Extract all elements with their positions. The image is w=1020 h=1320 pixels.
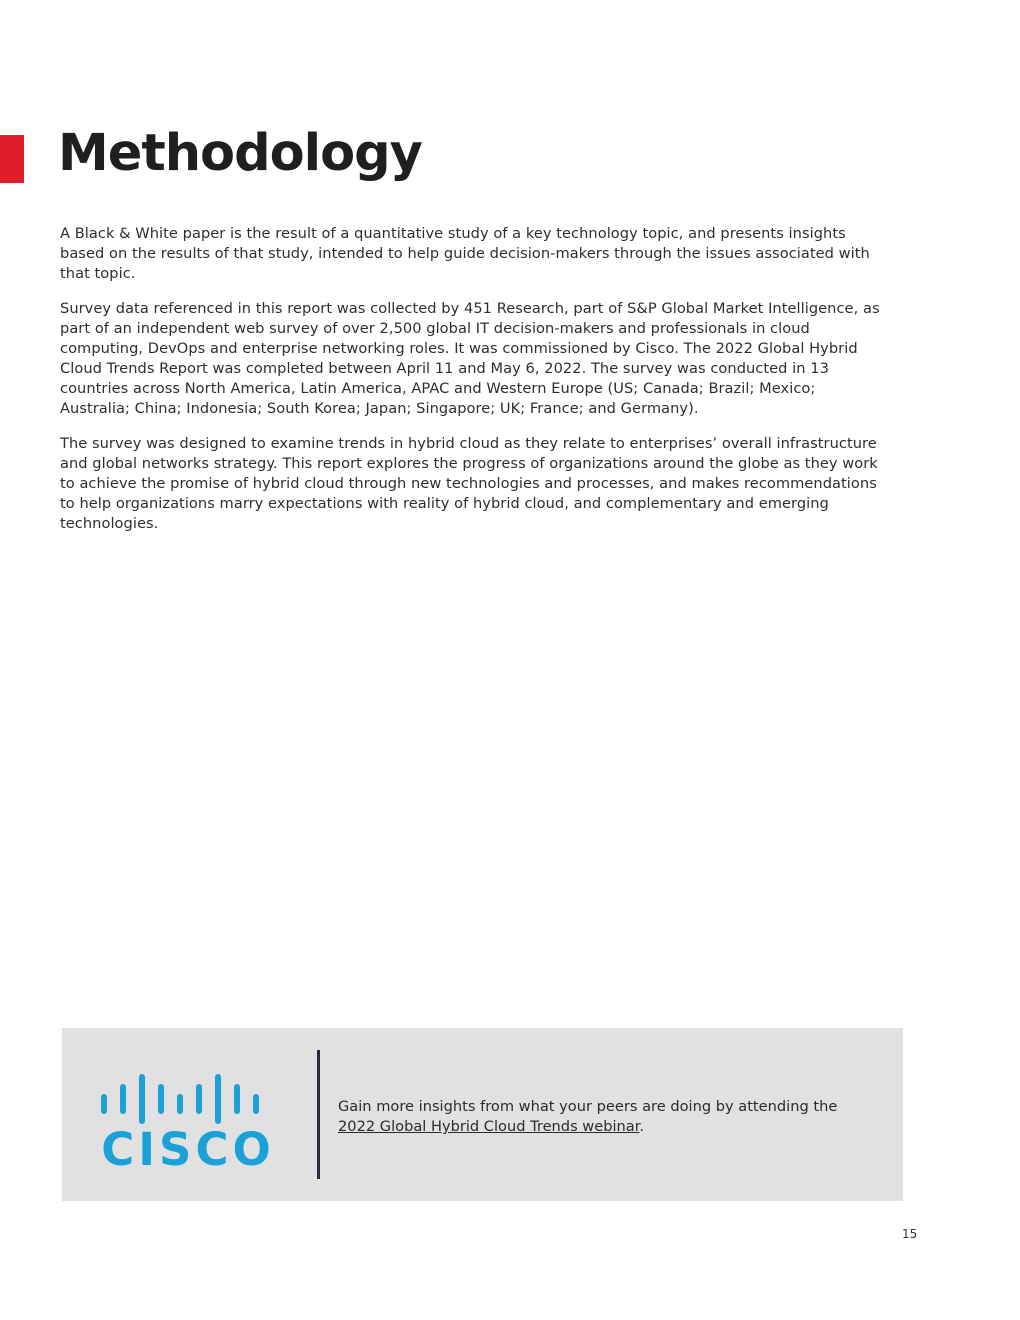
page-number: 15 bbox=[902, 1227, 918, 1241]
paragraph-intro: A Black & White paper is the result of a quantitative study of a key technology topic, and presents insights based on the results of that study, intended to help guide decision-makers through the issues associated with that topic. bbox=[60, 225, 870, 282]
title-accent-bar bbox=[0, 135, 24, 183]
body-text bbox=[60, 224, 880, 549]
cisco-logo-icon bbox=[98, 1072, 284, 1168]
webinar-callout-panel bbox=[62, 1028, 903, 1201]
cisco-logo bbox=[98, 1072, 284, 1168]
callout-text-before: Gain more insights from what your peers are doing by attending the bbox=[338, 1098, 838, 1115]
webinar-callout-text bbox=[338, 1097, 878, 1137]
callout-text-after: . bbox=[639, 1118, 645, 1135]
page-title: Methodology bbox=[58, 124, 422, 183]
cisco-logo-text: CISCO bbox=[101, 1123, 275, 1168]
paragraph-survey-data: Survey data referenced in this report was collected by 451 Research, part of S&P Global Market Intelligence, as part of an independent web survey of over 2,500 global IT decision-makers and professionals in cloud computing, DevOps and enterprise networking roles. It was commissioned by Cisco. The 2022 Global Hybrid Cloud Trends Report was completed between April 11 and May 6, 2022. The survey was conducted in 13 countries across North America, Latin America, APAC and Western Europe (US; Canada; Brazil; Mexico; Australia; China; Indonesia; South Korea; Japan; Singapore; UK; France; and Germany). bbox=[60, 300, 880, 417]
panel-divider bbox=[317, 1050, 320, 1179]
webinar-link[interactable]: 2022 Global Hybrid Cloud Trends webinar bbox=[338, 1118, 640, 1135]
paragraph-survey-design: The survey was designed to examine trends in hybrid cloud as they relate to enterprises’ overall infrastructure and global networks strategy. This report explores the progress of organizations around the globe as they work to achieve the promise of hybrid cloud through new technologies and processes, and makes recommendations to help organizations marry expectations with reality of hybrid cloud, and complementary and emerging technologies. bbox=[60, 435, 878, 532]
